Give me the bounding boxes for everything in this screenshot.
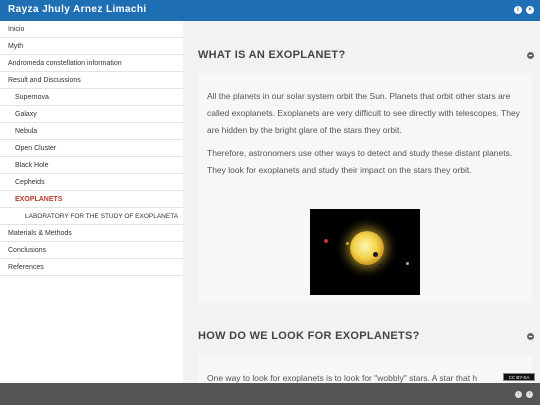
- collapse-toggle-icon[interactable]: [527, 52, 534, 59]
- sidebar-item-cepheids[interactable]: Cepheids: [0, 174, 183, 191]
- sidebar-item-inicio[interactable]: Inicio: [0, 21, 183, 38]
- planet-dot: [346, 242, 349, 245]
- sidebar-item-black-hole[interactable]: Black Hole: [0, 157, 183, 174]
- info-icon[interactable]: i: [514, 6, 522, 14]
- sidebar-item-references[interactable]: References: [0, 259, 183, 276]
- paragraph: All the planets in our solar system orbit the Sun. Planets that orbit other stars are called exoplanets. Exoplanets are very difficult to see directly with telescopes. They are hidden by the bright glare of the stars they orbit.: [207, 91, 520, 135]
- section-heading: WHAT IS AN EXOPLANET?: [198, 49, 346, 61]
- sidebar-item-galaxy[interactable]: Galaxy: [0, 106, 183, 123]
- sidebar-item-materials[interactable]: Materials & Methods: [0, 225, 183, 242]
- exoplanet-image: [310, 209, 420, 295]
- sidebar-item-open-cluster[interactable]: Open Cluster: [0, 140, 183, 157]
- sidebar-item-myth[interactable]: Myth: [0, 38, 183, 55]
- paragraph: One way to look for exoplanets is to look for "wobbly" stars. A star that h: [207, 373, 478, 383]
- app-title: Rayza Jhuly Arnez Limachi: [8, 4, 147, 15]
- star-shape: [350, 231, 384, 265]
- previous-page-icon[interactable]: ‹: [515, 391, 522, 398]
- planet-dot: [324, 239, 328, 243]
- collapse-toggle-icon[interactable]: [527, 333, 534, 340]
- section-heading: HOW DO WE LOOK FOR EXOPLANETS?: [198, 330, 420, 342]
- section-card-how: [198, 355, 532, 383]
- paragraph: Therefore, astronomers use other ways to detect and study these distant planets. They look for exoplanets and study their impact on the stars they orbit.: [207, 148, 513, 175]
- sidebar-item-andromeda[interactable]: Andromeda constellation information: [0, 55, 183, 72]
- planet-dot: [373, 252, 378, 257]
- planet-dot: [379, 264, 382, 267]
- sidebar-item-results[interactable]: Result and Discussions: [0, 72, 183, 89]
- sidebar-item-supernova[interactable]: Supernova: [0, 89, 183, 106]
- sidebar-item-conclusions[interactable]: Conclusions: [0, 242, 183, 259]
- license-badge[interactable]: CC BY-SA: [503, 373, 535, 381]
- sidebar-nav: [0, 21, 183, 383]
- planet-dot: [406, 262, 409, 265]
- section-header-exoplanet[interactable]: [198, 45, 534, 67]
- sidebar-item-nebula[interactable]: Nebula: [0, 123, 183, 140]
- sidebar-item-laboratory[interactable]: LABORATORY FOR THE STUDY OF EXOPLANETA: [0, 208, 183, 225]
- top-bar: [0, 0, 540, 21]
- next-page-icon[interactable]: ›: [526, 391, 533, 398]
- main-content: [183, 21, 540, 383]
- bottom-bar: [0, 383, 540, 405]
- section-header-how[interactable]: [198, 326, 534, 348]
- close-icon[interactable]: ×: [526, 6, 534, 14]
- sidebar-item-exoplanets[interactable]: EXOPLANETS: [0, 191, 183, 208]
